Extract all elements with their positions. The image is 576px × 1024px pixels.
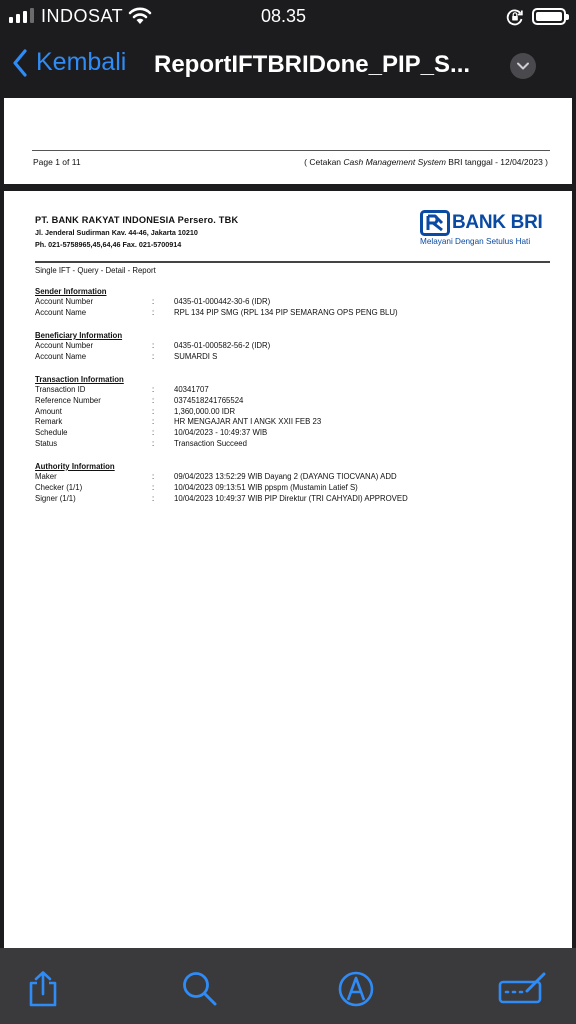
signal-icon [9,8,34,23]
report-title: Single IFT - Query - Detail - Report [35,266,156,275]
footer-rule [32,150,550,151]
markup-icon [337,970,375,1008]
detail-row: Schedule : 10/04/2023 - 10:49:37 WIB [35,428,268,438]
header-rule [35,261,550,263]
orientation-lock-icon [506,8,524,31]
detail-row: Status : Transaction Succeed [35,438,247,448]
detail-row: Checker (1/1) : 10/04/2023 09:13:51 WIB ppspm (Mustamin Latief S) [35,482,358,492]
sender-section [35,287,555,319]
detail-row: Remark : HR MENGAJAR ANT I ANGK XXII FEB 23 [35,417,322,427]
detail-row: Reference Number : 0374518241765524 [35,395,244,405]
document-title[interactable]: ReportIFTBRIDone_PIP_S... [154,51,471,78]
carrier-name: INDOSAT [41,6,124,26]
report-page [4,191,572,948]
section-title: Authority Information [35,462,115,471]
back-label: Kembali [36,48,127,76]
detail-row: Transaction ID : 40341707 [35,385,209,394]
bri-logo-icon [420,210,450,236]
company-address: Jl. Jenderal Sudirman Kav. 44-46, Jakarta 10210 [35,228,198,237]
authority-section [35,462,555,504]
logo-brand: BANK BRI [452,212,543,233]
title-menu-button[interactable] [510,53,536,79]
section-title: Transaction Information [35,375,124,384]
detail-row: Account Number : 0435-01-000442-30-6 (IDR) [35,297,271,306]
share-icon [26,970,60,1008]
detail-row: Account Number : 0435-01-000582-56-2 (IDR) [35,341,271,350]
company-block [35,215,238,249]
detail-row: Maker : 09/04/2023 13:52:29 WIB Dayang 2 (DAYANG TIOCVANA) ADD [35,472,397,481]
page-number: Page 1 of 11 [33,157,81,167]
chevron-left-icon [12,49,28,77]
transaction-section [35,375,555,450]
share-button[interactable] [26,970,60,1013]
document-viewer[interactable] [0,96,576,948]
annotate-button[interactable] [497,970,549,1011]
detail-row: Account Name : RPL 134 PIP SMG (RPL 134 PIP SEMARANG OPS PENG BLU) [35,307,398,317]
status-bar [0,0,576,34]
company-name: PT. BANK RAKYAT INDONESIA Persero. TBK [35,215,239,225]
bri-logo [420,210,545,246]
wifi-icon [128,6,152,31]
search-icon [181,970,219,1008]
section-title: Sender Information [35,287,107,296]
markup-button[interactable] [337,970,375,1013]
company-phone: Ph. 021-5758965,45,64,46 Fax. 021-5700914 [35,240,182,249]
annotate-icon [497,970,549,1006]
status-time: 08.35 [261,6,307,26]
detail-row: Signer (1/1) : 10/04/2023 10:49:37 WIB PIP Direktur (TRI CAHYADI) APPROVED [35,493,408,503]
chevron-down-icon [516,61,530,71]
print-note: ( Cetakan Cash Management System BRI tanggal - 12/04/2023 ) [304,157,548,167]
battery-icon [532,8,566,25]
previous-page-footer [4,98,572,184]
search-button[interactable] [181,970,219,1013]
nav-bar [0,34,576,96]
beneficiary-section [35,331,555,363]
back-button[interactable] [12,48,126,77]
bottom-toolbar [0,948,576,1024]
detail-row: Account Name : SUMARDI S [35,351,218,361]
logo-tagline: Melayani Dengan Setulus Hati [420,237,531,246]
section-title: Beneficiary Information [35,331,123,340]
detail-row: Amount : 1,360,000.00 IDR [35,406,236,416]
